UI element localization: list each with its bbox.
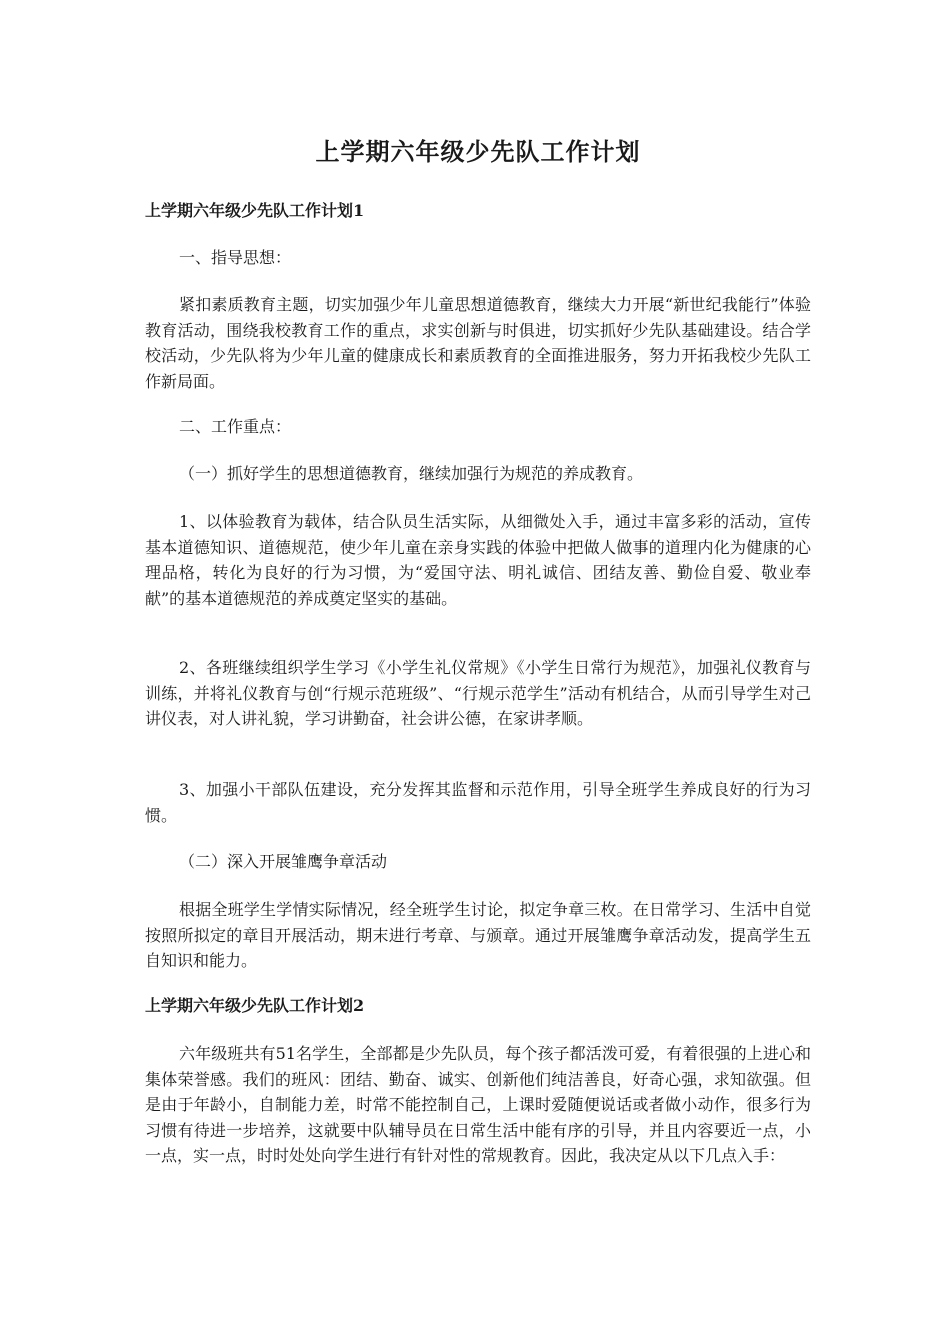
paragraph-focus-1-heading: （一）抓好学生的思想道德教育，继续加强行为规范的养成教育。 — [179, 464, 644, 483]
paragraph-class-overview: 六年级班共有51名学生，全部都是少先队员，每个孩子都活泼可爱，有着很强的上进心和集体荣誉感。我们的班风：团结、勤奋、诚实、创新他们纯洁善良，好奇心强，求知欲强。但是由于年龄小，自制能力差，时常不能控制自己，上课时爱随便说话或者做小动作，很多行为习惯有待进一步培养，这就要中队辅导员在日常生活中能有序的引导，并且内容要近一点，小一点，实一点，时时处处向学生进行有针对性的常规教育。因此，我决定从以下几点入手： — [145, 1044, 811, 1165]
paragraph-item-1: 1、以体验教育为载体，结合队员生活实际，从细微处入手，通过丰富多彩的活动，宣传基本道德知识、道德规范，使少年儿童在亲身实践的体验中把做人做事的道理内化为健康的心理品格，转化为良好的行为习惯，为“爱国守法、明礼诚信、团结友善、勤俭自爱、敬业奉献”的基本道德规范的养成奠定坚实的基础。 — [145, 512, 811, 608]
paragraph-work-focus-label: 二、工作重点： — [179, 417, 292, 436]
paragraph-guiding-ideology-label: 一、指导思想： — [179, 248, 292, 267]
paragraph-badge-activity: 根据全班学生学情实际情况，经全班学生讨论，拟定争章三枚。在日常学习、生活中自觉按照所拟定的章目开展活动，期末进行考章、与颁章。通过开展雏鹰争章活动发，提高学生五自知识和能力。 — [145, 900, 811, 970]
paragraph-item-2: 2、各班继续组织学生学习《小学生礼仪常规》《小学生日常行为规范》，加强礼仪教育与训练，并将礼仪教育与创“行规示范班级”、“行规示范学生”活动有机结合，从而引导学生对己讲仪表，对人讲礼貌，学习讲勤奋，社会讲公德，在家讲孝顺。 — [145, 658, 811, 728]
paragraph-item-3: 3、加强小干部队伍建设，充分发挥其监督和示范作用，引导全班学生养成良好的行为习惯。 — [145, 780, 811, 825]
paragraph-focus-2-heading: （二）深入开展雏鹰争章活动 — [179, 852, 388, 871]
section-heading-1: 上学期六年级少先队工作计划1 — [145, 201, 365, 220]
paragraph-guiding-ideology: 紧扣素质教育主题，切实加强少年儿童思想道德教育，继续大力开展“新世纪我能行”体验教育活动，围绕我校教育工作的重点，求实创新与时俱进，切实抓好少先队基础建设。结合学校活动，少先队将为少年儿童的健康成长和素质教育的全面推进服务，努力开拓我校少先队工作新局面。 — [145, 295, 811, 391]
section-heading-2: 上学期六年级少先队工作计划2 — [145, 996, 365, 1015]
document-title: 上学期六年级少先队工作计划 — [315, 137, 641, 166]
